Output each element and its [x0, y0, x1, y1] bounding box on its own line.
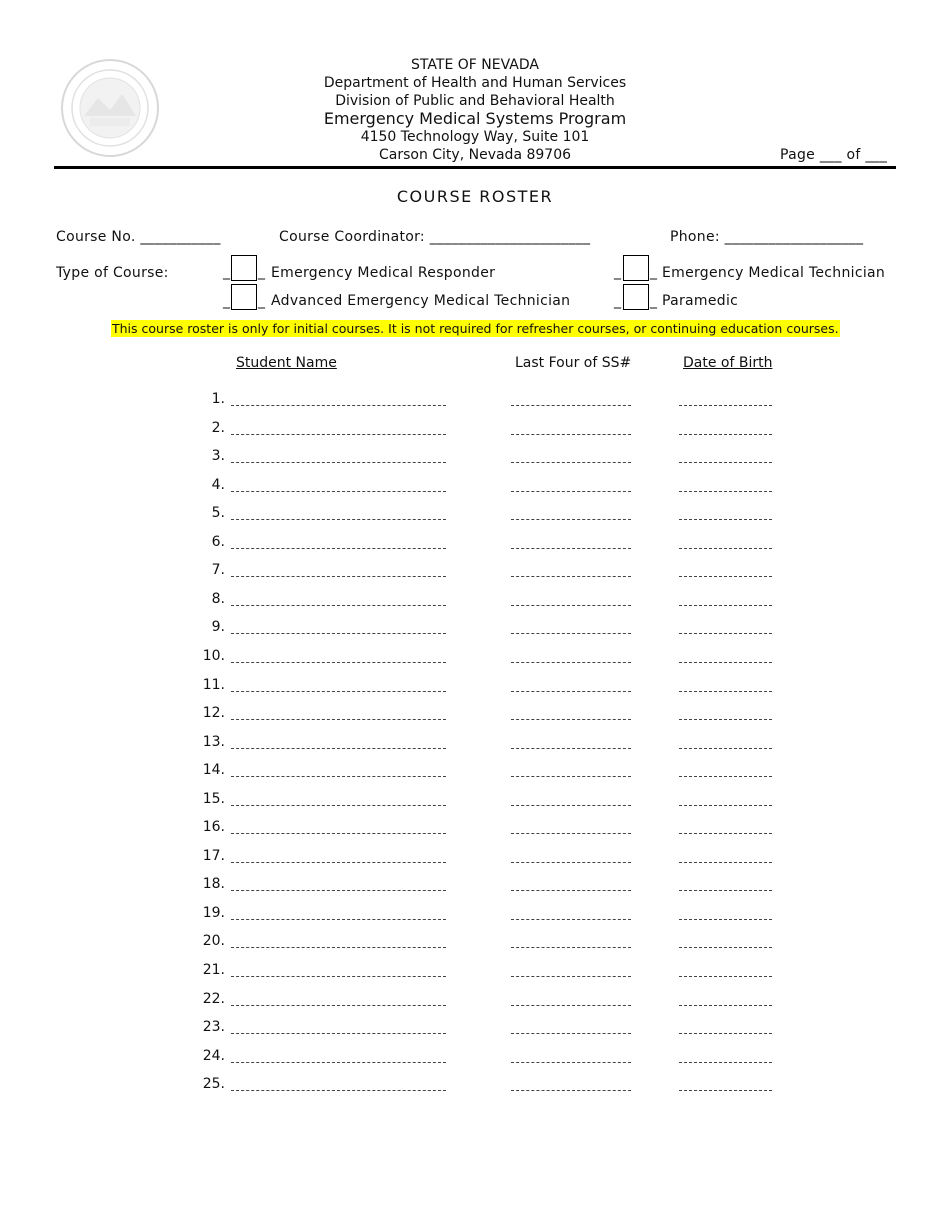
- ss-line[interactable]: [511, 805, 631, 806]
- label-emr: Emergency Medical Responder: [271, 265, 496, 281]
- student-name-line[interactable]: [231, 748, 446, 749]
- ss-line[interactable]: [511, 947, 631, 948]
- dob-line[interactable]: [679, 1062, 772, 1063]
- row-number: 1.: [211, 391, 225, 407]
- course-coordinator-field[interactable]: Course Coordinator: ______________________: [279, 229, 591, 245]
- row-number: 4.: [211, 476, 225, 493]
- student-name-line[interactable]: [231, 691, 446, 692]
- row-number: 22.: [202, 990, 225, 1007]
- row-number: 12.: [202, 705, 225, 722]
- row-number: 23.: [202, 1019, 225, 1036]
- student-name-line[interactable]: [231, 405, 446, 406]
- dob-line[interactable]: [679, 833, 772, 834]
- page-title: COURSE ROSTER: [396, 187, 554, 206]
- ss-line[interactable]: [511, 748, 631, 749]
- row-number: 7.: [211, 562, 225, 579]
- ss-line[interactable]: [511, 1005, 631, 1006]
- student-name-line[interactable]: [231, 1062, 446, 1063]
- row-number: 16.: [202, 819, 225, 836]
- row-number: 13.: [202, 733, 225, 750]
- dob-line[interactable]: [679, 776, 772, 777]
- student-name-line[interactable]: [231, 434, 446, 435]
- student-name-line[interactable]: [231, 1033, 446, 1034]
- dob-line[interactable]: [679, 662, 772, 663]
- row-number: 18.: [202, 876, 225, 893]
- student-name-line[interactable]: [231, 576, 446, 577]
- dob-line[interactable]: [679, 633, 772, 634]
- row-number: 17.: [202, 847, 225, 864]
- ss-line[interactable]: [511, 890, 631, 891]
- column-header-dob: Date of Birth: [683, 355, 773, 371]
- row-number: 21.: [202, 962, 225, 978]
- ss-line[interactable]: [511, 633, 631, 634]
- student-name-line[interactable]: [231, 633, 446, 634]
- ss-line[interactable]: [511, 548, 631, 549]
- nevada-state-seal-icon: [60, 58, 160, 158]
- row-number: 6.: [211, 533, 225, 550]
- ss-line[interactable]: [511, 405, 631, 406]
- phone-field[interactable]: Phone: ___________________: [670, 229, 864, 245]
- course-type-label: Type of Course:: [56, 265, 169, 281]
- course-number-field[interactable]: Course No. ___________: [56, 229, 221, 245]
- ss-line[interactable]: [511, 776, 631, 777]
- label-aemt: Advanced Emergency Medical Technician: [271, 293, 571, 309]
- student-name-line[interactable]: [231, 719, 446, 720]
- student-name-line[interactable]: [231, 833, 446, 834]
- ss-line[interactable]: [511, 1033, 631, 1034]
- dob-line[interactable]: [679, 491, 772, 492]
- ss-line[interactable]: [511, 491, 631, 492]
- ss-line[interactable]: [511, 1062, 631, 1063]
- student-name-line[interactable]: [231, 1090, 446, 1091]
- student-name-line[interactable]: [231, 976, 446, 977]
- label-paramedic: Paramedic: [662, 293, 739, 309]
- dob-line[interactable]: [679, 1033, 772, 1034]
- dob-line[interactable]: [679, 548, 772, 549]
- student-name-line[interactable]: [231, 491, 446, 492]
- ss-line[interactable]: [511, 833, 631, 834]
- dob-line[interactable]: [679, 1090, 772, 1091]
- dob-line[interactable]: [679, 462, 772, 463]
- row-number: 19.: [202, 904, 225, 921]
- dob-line[interactable]: [679, 691, 772, 692]
- header-division: Division of Public and Behavioral Health: [335, 93, 615, 109]
- ss-line[interactable]: [511, 862, 631, 863]
- student-name-line[interactable]: [231, 548, 446, 549]
- student-name-line[interactable]: [231, 805, 446, 806]
- checkbox-paramedic[interactable]: [623, 284, 649, 310]
- column-header-ss: Last Four of SS#: [515, 355, 632, 371]
- student-name-line[interactable]: [231, 605, 446, 606]
- header-department: Department of Health and Human Services: [323, 75, 627, 91]
- student-name-line[interactable]: [231, 947, 446, 948]
- dob-line[interactable]: [679, 748, 772, 749]
- ss-line[interactable]: [511, 519, 631, 520]
- student-name-line[interactable]: [231, 776, 446, 777]
- header-block: [250, 56, 700, 164]
- ss-line[interactable]: [511, 1090, 631, 1091]
- page-number-field[interactable]: Page ___ of ___: [780, 147, 888, 163]
- row-number: 10.: [202, 647, 225, 664]
- dob-line[interactable]: [679, 862, 772, 863]
- dob-line[interactable]: [679, 1005, 772, 1006]
- row-number: 2.: [211, 419, 225, 436]
- ss-line[interactable]: [511, 434, 631, 435]
- dob-line[interactable]: [679, 890, 772, 891]
- column-header-student-name: Student Name: [236, 355, 337, 371]
- row-number: 25.: [202, 1076, 225, 1093]
- ss-line[interactable]: [511, 462, 631, 463]
- row-number: 24.: [202, 1047, 225, 1064]
- ss-line[interactable]: [511, 919, 631, 920]
- roster-note: This course roster is only for initial courses. It is not required for refresher courses, or continuing education courses.: [112, 321, 839, 336]
- header-divider: [54, 166, 896, 169]
- dob-line[interactable]: [679, 605, 772, 606]
- ss-line[interactable]: [511, 662, 631, 663]
- student-name-line[interactable]: [231, 662, 446, 663]
- student-name-line[interactable]: [231, 862, 446, 863]
- ss-line[interactable]: [511, 605, 631, 606]
- row-number: 3.: [211, 448, 225, 465]
- student-name-line[interactable]: [231, 519, 446, 520]
- ss-line[interactable]: [511, 719, 631, 720]
- row-number: 15.: [202, 790, 225, 807]
- dob-line[interactable]: [679, 919, 772, 920]
- student-name-line[interactable]: [231, 462, 446, 463]
- checkbox-aemt[interactable]: [231, 284, 257, 310]
- row-number: 11.: [202, 676, 225, 693]
- header-city: Carson City, Nevada 89706: [378, 147, 572, 163]
- student-name-line[interactable]: [231, 919, 446, 920]
- dob-line[interactable]: [679, 576, 772, 577]
- dob-line[interactable]: [679, 976, 772, 977]
- row-number: 8.: [211, 590, 225, 607]
- row-number: 5.: [211, 505, 225, 522]
- dob-line[interactable]: [679, 719, 772, 720]
- ss-line[interactable]: [511, 976, 631, 977]
- dob-line[interactable]: [679, 519, 772, 520]
- header-state: STATE OF NEVADA: [411, 57, 539, 73]
- checkbox-emt[interactable]: [623, 255, 649, 281]
- ss-line[interactable]: [511, 691, 631, 692]
- label-emt: Emergency Medical Technician: [662, 265, 886, 281]
- ss-line[interactable]: [511, 576, 631, 577]
- dob-line[interactable]: [679, 947, 772, 948]
- header-program: Emergency Medical Systems Program: [323, 109, 627, 128]
- row-number: 14.: [202, 762, 225, 779]
- dob-line[interactable]: [679, 434, 772, 435]
- student-name-line[interactable]: [231, 1005, 446, 1006]
- row-number: 9.: [211, 619, 225, 636]
- dob-line[interactable]: [679, 805, 772, 806]
- row-number: 20.: [202, 933, 225, 950]
- checkbox-emr[interactable]: [231, 255, 257, 281]
- header-address: 4150 Technology Way, Suite 101: [360, 129, 590, 145]
- student-name-line[interactable]: [231, 890, 446, 891]
- dob-line[interactable]: [679, 405, 772, 406]
